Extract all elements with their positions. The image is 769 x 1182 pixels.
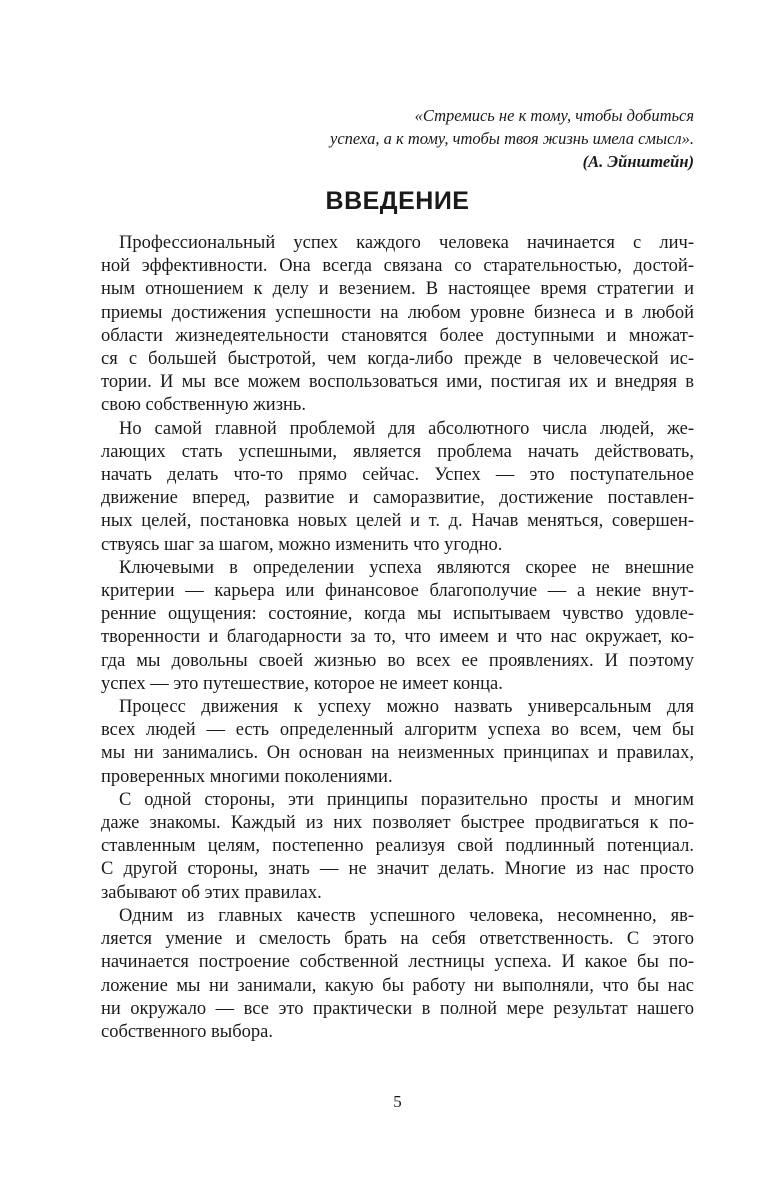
text-line: гда мы довольны своей жизнью во всех ее проявлениях. И поэтому (101, 650, 694, 671)
text-line: творенности и благодарности за то, что имеем и что нас окружает, ко- (101, 627, 694, 648)
text-line: лающих стать успешными, является проблема начать действовать, (101, 441, 694, 462)
epigraph-author: (А. Эйнштейн) (582, 152, 694, 171)
paragraph (101, 418, 694, 557)
text-line: проверенных многими поколениями. (101, 766, 393, 787)
epigraph-line: «Стремись не к тому, чтобы добиться (414, 106, 694, 125)
text-line: тории. И мы все можем воспользоваться ими, постигая их и внедряя в (101, 372, 694, 393)
text-line: критерии — карьера или финансовое благополучие — а некие внут- (101, 581, 694, 602)
text-line: Процесс движения к успеху можно назвать универсальным для (119, 697, 694, 718)
paragraph (101, 905, 694, 1044)
text-line: области жизнедеятельности становятся более доступными и множат- (101, 325, 694, 346)
text-line: начать делать что-то прямо сейчас. Успех — это поступательное (101, 465, 694, 486)
chapter-title: ВВЕДЕНИЕ (325, 187, 470, 215)
text-line: ренние ощущения: состояние, когда мы испытываем чувство удовле- (101, 604, 694, 625)
text-line: мы ни занимались. Он основан на неизменных принципах и правилах, (101, 743, 694, 764)
epigraph-line: успеха, а к тому, чтобы твоя жизнь имела смысл». (330, 129, 694, 148)
text-line: движение вперед, развитие и саморазвитие, достижение поставлен- (101, 488, 694, 509)
paragraph (101, 696, 694, 789)
text-line: ствуясь шаг за шагом, можно изменить что угодно. (101, 534, 503, 555)
text-line: С одной стороны, эти принципы поразительно просты и многим (119, 789, 694, 810)
text-line: ных целей, постановка новых целей и т. д. Начав меняться, совершен- (101, 511, 694, 532)
book-page (101, 0, 694, 1182)
text-line: Профессиональный успех каждого человека начинается с лич- (119, 233, 694, 253)
text-line: Но самой главной проблемой для абсолютного числа людей, же- (119, 418, 694, 439)
page-number: 5 (393, 1092, 402, 1111)
paragraph (101, 789, 694, 905)
text-line: всех людей — есть определенный алгоритм успеха во всем, чем бы (101, 720, 694, 741)
text-line: начинается построение собственной лестницы успеха. И какое бы по- (101, 952, 694, 973)
text-line: забывают об этих правилах. (101, 882, 322, 903)
epigraph (330, 104, 694, 173)
text-line: ни окружало — все это практически в полной мере результат нашего (101, 998, 694, 1019)
text-line: собственного выбора. (101, 1021, 273, 1042)
paragraph (101, 232, 694, 418)
text-line: успех — это путешествие, которое не имеет конца. (101, 673, 503, 694)
text-line: приемы достижения успешности на любом уровне бизнеса и в любой (101, 302, 694, 323)
body-text (101, 232, 694, 1044)
text-line: ся с большей быстротой, чем когда-либо прежде в человеческой ис- (101, 349, 694, 370)
text-line: даже знакомы. Каждый из них позволяет быстрее продвигаться к по- (101, 813, 694, 834)
text-line: ным отношением к делу и везением. В настоящее время стратегии и (101, 279, 694, 300)
text-line: Ключевыми в определении успеха являются скорее не внешние (119, 557, 694, 578)
paragraph (101, 557, 694, 696)
text-line: ставленным целям, постепенно реализуя свой подлинный потенциал. (101, 836, 694, 857)
text-line: С другой стороны, знать — не значит делать. Многие из нас просто (101, 859, 694, 880)
text-line: Одним из главных качеств успешного человека, несомненно, яв- (119, 905, 694, 926)
text-line: ляется умение и смелость брать на себя ответственность. С этого (101, 929, 694, 950)
text-line: ложение мы ни занимали, какую бы работу ни выполняли, что бы нас (101, 975, 694, 996)
text-line: свою собственную жизнь. (101, 395, 306, 416)
text-line: ной эффективности. Она всегда связана со старательностью, достой- (101, 256, 694, 277)
